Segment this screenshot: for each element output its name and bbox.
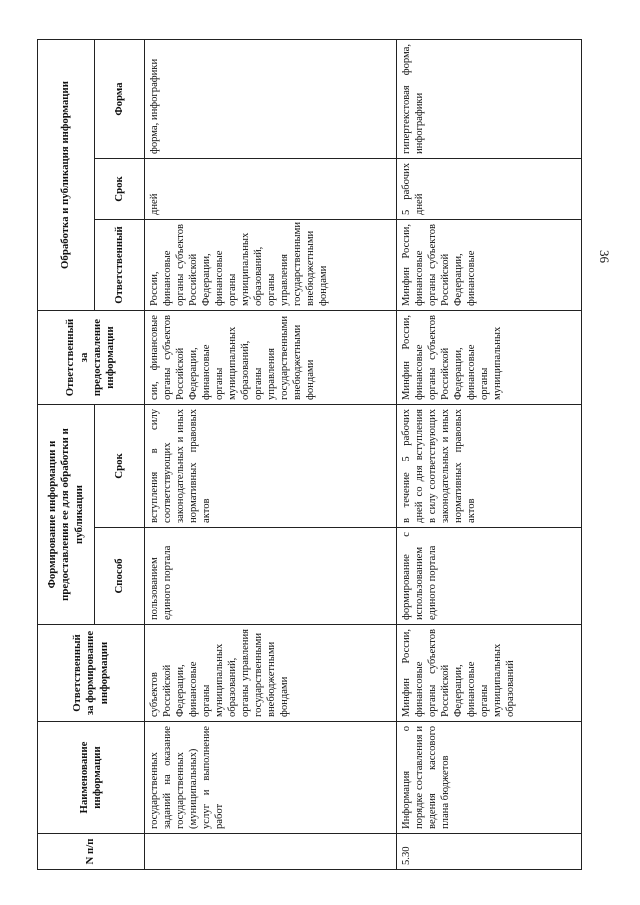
- cell-num: 5.30: [397, 834, 582, 870]
- header-processing-group: Обработка и публикация информации: [38, 40, 95, 311]
- cell-term: вступления в силу соответствующих законодательных и иных нормативных правовых актов: [145, 405, 397, 528]
- header-method: Способ: [95, 528, 145, 625]
- header-term2: Срок: [95, 159, 145, 220]
- header-num: N п/п: [38, 834, 145, 870]
- header-forming-group: Формирование информации и предоставления ее для обработки и публикации: [38, 405, 95, 625]
- header-form: Форма: [95, 40, 145, 159]
- cell-method: пользованием единого портала: [145, 528, 397, 625]
- rotated-table-container: [37, 40, 582, 870]
- cell-num: [145, 834, 397, 870]
- cell-method: формирование с использованием единого портала: [397, 528, 582, 625]
- cell-responsible-forming: субъектов Российской Федерации, финансовые органы муниципальных образований, органы управления государственными внебюджетными фондами: [145, 625, 397, 722]
- cell-responsible: Минфин России, финансовые органы субъектов Российской Федерации, финансовые: [397, 220, 582, 311]
- header-name: Наименование информации: [38, 722, 145, 834]
- page-number: 36: [597, 250, 612, 263]
- header-responsible-providing: Ответственный за предоставление информации: [38, 311, 145, 405]
- cell-term2: дней: [145, 159, 397, 220]
- table-row: [397, 40, 582, 870]
- cell-name: государственных заданий на оказание государственных (муниципальных) услуг и выполнение работ: [145, 722, 397, 834]
- header-term: Срок: [95, 405, 145, 528]
- cell-form: гипертекстовая форма, инфографики: [397, 40, 582, 159]
- cell-term: в течение 5 рабочих дней со дня вступления в силу соответствующих законодательных и иных нормативных правовых актов: [397, 405, 582, 528]
- cell-responsible-providing: сии, финансовые органы субъектов Российской Федерации, финансовые органы муниципальных образований, органы управления государственными внебюджетными фондами: [145, 311, 397, 405]
- information-table: [37, 39, 582, 870]
- cell-term2: 5 рабочих дней: [397, 159, 582, 220]
- cell-responsible-forming: Минфин России, финансовые органы субъектов Российской Федерации, финансовые органы муниципальных образований: [397, 625, 582, 722]
- header-responsible: Ответственный: [95, 220, 145, 311]
- cell-form: форма, инфографики: [145, 40, 397, 159]
- cell-name: Информация о порядке составления и ведения кассового плана бюджетов: [397, 722, 582, 834]
- header-responsible-forming: Ответственный за формирование информации: [38, 625, 145, 722]
- cell-responsible-providing: Минфин России, финансовые органы субъектов Российской Федерации, финансовые органы муниципальных: [397, 311, 582, 405]
- cell-responsible: России, финансовые органы субъектов Российской Федерации, финансовые органы муниципальных образований, органы управления государственными внебюджетными фондами: [145, 220, 397, 311]
- table-row: [145, 40, 397, 870]
